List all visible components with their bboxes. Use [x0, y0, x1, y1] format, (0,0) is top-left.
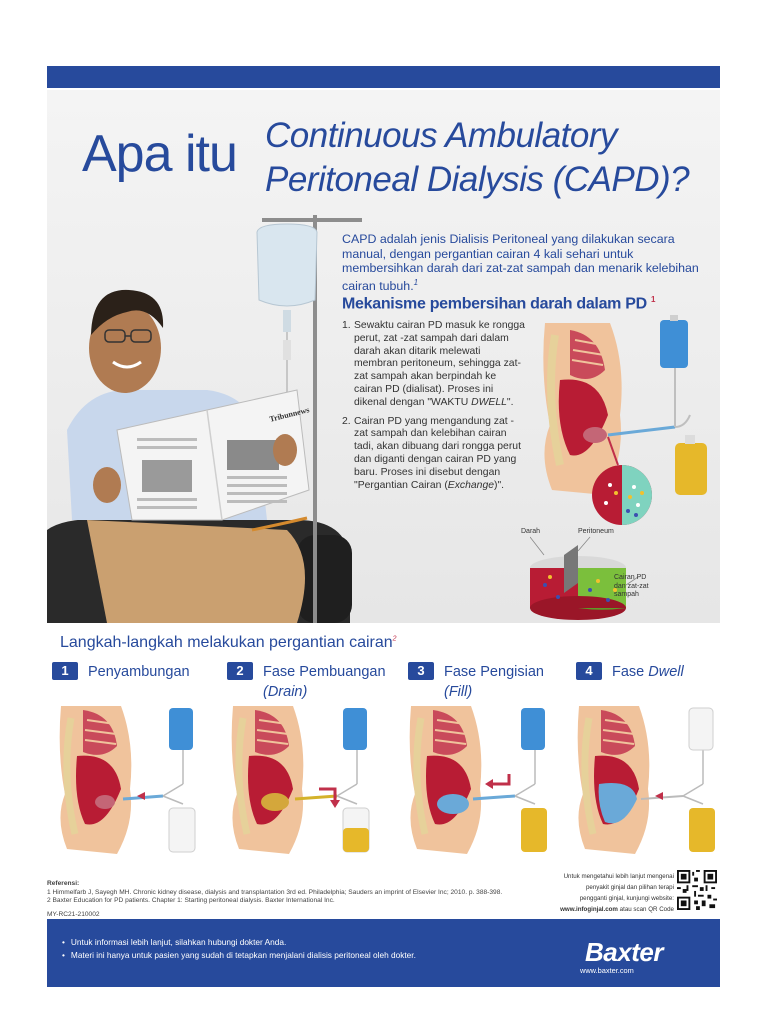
qr-info-line-4 [550, 904, 674, 915]
step-header-2 [227, 662, 386, 702]
mechanism-item-text-b: ". [506, 396, 514, 408]
qr-info-url-link[interactable]: www.infoginjal.com [560, 906, 618, 913]
step-label-line-1: Fase Pembuangan [263, 664, 386, 680]
page-subtitle [265, 114, 689, 202]
step-label-line-1: Fase Pengisian [444, 664, 544, 680]
step-header-3 [408, 662, 544, 702]
step-label-italic: Dwell [648, 664, 684, 680]
mechanism-item-text [354, 320, 527, 410]
qr-code-icon[interactable] [677, 869, 717, 911]
step-3-illustration [410, 706, 547, 854]
references [47, 880, 567, 906]
label-darah: Darah [521, 528, 541, 535]
step-number: 4 [576, 662, 602, 680]
mechanism-item [342, 320, 527, 410]
qr-info-line-2: penyakit ginjal dan pilihan terapi [585, 884, 674, 891]
qr-info-line-4-rest: atau scan QR Code [617, 906, 674, 913]
step-label-text: Fase [612, 664, 649, 680]
label-cairan-line-2: dan zat-zat [614, 582, 649, 590]
steps-title [60, 634, 397, 652]
step-label-line-2: (Fill) [444, 684, 473, 700]
step-label [263, 662, 386, 702]
mechanism-item-emph: Exchange [447, 479, 495, 491]
intro-ref: 1 [413, 277, 419, 287]
references-title: Referensi: [47, 880, 80, 887]
step-4-illustration [578, 706, 715, 854]
footer-note: • Materi ini hanya untuk pasien yang sudah di tetapkan menjalani dialisis peritoneal oleh dokter. [62, 949, 416, 962]
qr-info-line-1: Untuk mengetahui lebih lanjut mengenai [563, 873, 674, 880]
intro-text: CAPD adalah jenis Dialisis Peritoneal yang dilakukan secara manual, dengan pergantian cairan 4 kali sehari untuk membersihkan darah dari zat-zat sampah dan menarik kelebihan cairan tubuh. [342, 232, 699, 293]
step-header-1 [52, 662, 190, 682]
step-number: 1 [52, 662, 78, 680]
mechanism-item [342, 416, 527, 493]
mechanism-item-number: 1. [342, 320, 351, 331]
newspaper-masthead: Tribunnews [268, 405, 311, 424]
reference-item: 2 Baxter Education for PD patients. Chapter 1: Starting peritoneal dialysis. Baxter International Inc. [47, 897, 335, 904]
label-cairan-pd [614, 574, 649, 600]
page-title: Apa itu [82, 125, 237, 183]
label-cairan-line-3: sampah [614, 591, 639, 598]
step-number: 2 [227, 662, 253, 680]
subtitle-line-1: Continuous Ambulatory [265, 116, 618, 155]
footer-note: • Untuk informasi lebih lanjut, silahkan hubungi dokter Anda. [62, 936, 416, 949]
reference-item: 1 Himmelfarb J, Sayegh MH. Chronic kidney disease, dialysis and transplantation 3rd ed. Philadelphia; Sauders an imprint of Elsevier Inc; 2010. p. 388-398. [47, 888, 503, 896]
brand-url-link[interactable]: www.baxter.com [580, 966, 634, 975]
step-1-illustration [60, 706, 195, 854]
steps-ref: 2 [392, 635, 397, 643]
document-code: MY-RC21-210002 [47, 911, 100, 918]
mechanism-item-text [354, 416, 527, 493]
mechanism-item-emph: DWELL [471, 396, 507, 408]
mechanism-ref: 1 [651, 295, 656, 304]
mechanism-item-text-a: Cairan PD yang mengandung zat - zat sampah dan kelebihan cairan tadi, akan dibuang dari rongga perut dan diganti dengan cairan PD yang baru. Proses ini disebut dengan "Pergantian Cairan ( [354, 415, 521, 491]
step-label-line-2: (Drain) [263, 684, 308, 700]
step-header-4 [576, 662, 684, 682]
mechanism-list [342, 320, 527, 498]
step-label [444, 662, 544, 702]
steps-illustrations [55, 704, 720, 864]
top-banner-bar [47, 66, 720, 88]
steps-title-text: Langkah-langkah melakukan pergantian cairan [60, 634, 393, 651]
mechanism-item-text-b: )". [494, 479, 505, 491]
mechanism-item-number: 2. [342, 415, 351, 427]
qr-info [550, 871, 674, 915]
label-cairan-line-1: Cairan PD [614, 574, 647, 581]
qr-info-line-3: pengganti ginjal, kunjungi website: [579, 895, 674, 902]
mechanism-item-text-a: Sewaktu cairan PD masuk ke rongga perut, zat -zat sampah dari dalam darah akan ditarik melewati membran peritoneum, sehingga zat-zat sampah akan berpindah ke cairan PD (dialisat). Proses ini dikenal dengan "WAKTU [354, 320, 525, 408]
subtitle-line-2: Peritoneal Dialysis (CAPD)? [265, 160, 690, 199]
footer-notes [62, 936, 416, 962]
step-label [612, 662, 684, 682]
intro-paragraph [342, 232, 712, 293]
label-peritoneum: Peritoneum [578, 528, 614, 535]
mechanism-title [342, 295, 655, 313]
brand-logo: Baxter [585, 937, 663, 967]
step-label: Penyambungan [88, 664, 190, 680]
step-2-illustration [232, 706, 369, 854]
step-number: 3 [408, 662, 434, 680]
mechanism-title-text: Mekanisme pembersihan darah dalam PD [342, 295, 647, 313]
